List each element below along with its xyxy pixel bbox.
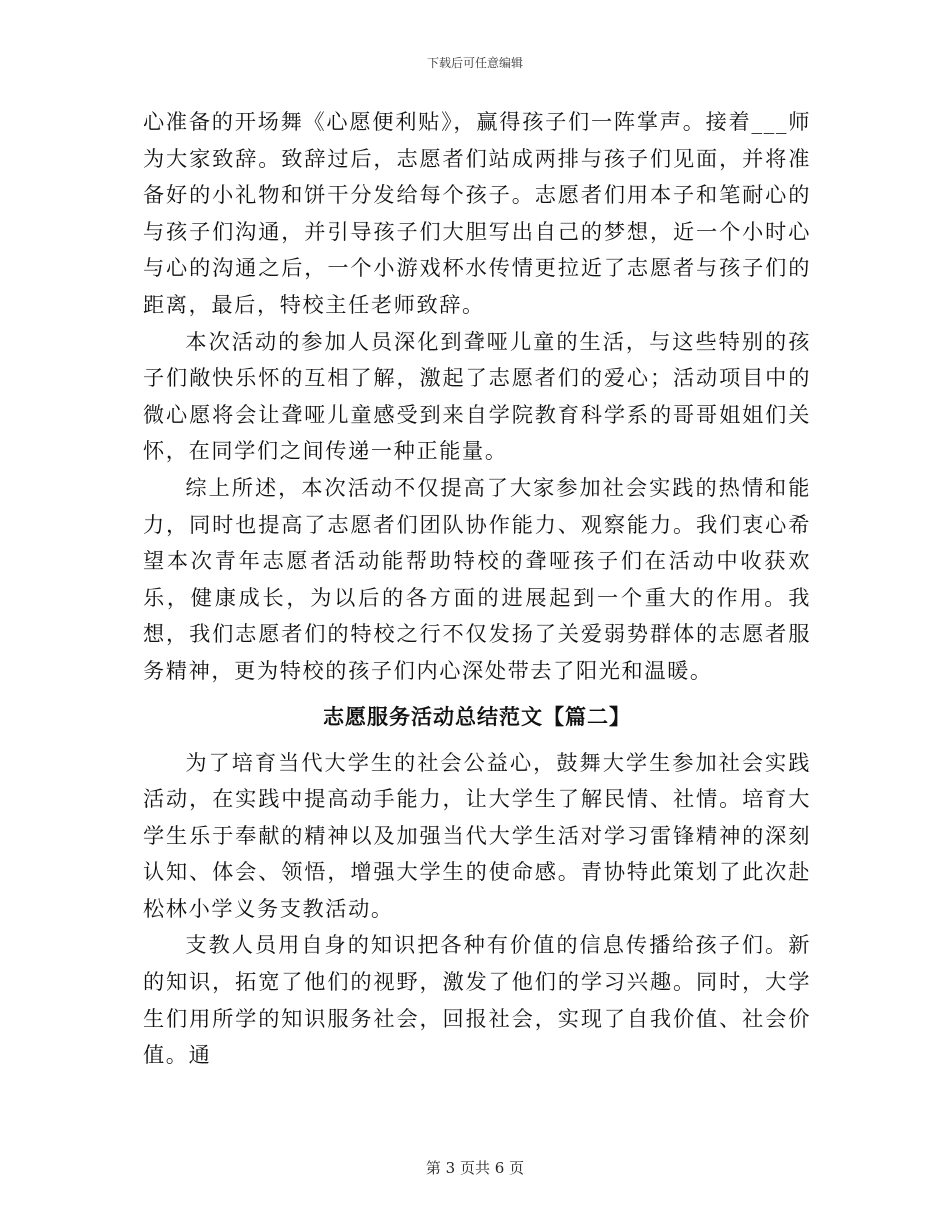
section-title: 志愿服务活动总结范文【篇二】 bbox=[323, 704, 631, 729]
paragraph: 本次活动的参加人员深化到聋哑儿童的生活，与这些特别的孩子们敞快乐怀的互相了解，激起了志愿者们的爱心；活动项目中的微心愿将会让聋哑儿童感受到来自学院教育科学系的哥哥姐姐们关怀，在同学们之间传递一种正能量。 bbox=[143, 328, 811, 464]
paragraph: 综上所述，本次活动不仅提高了大家参加社会实践的热情和能力，同时也提高了志愿者们团队协作能力、观察能力。我们衷心希望本次青年志愿者活动能帮助特校的聋哑孩子们在活动中收获欢乐，健康成长，为以后的各方面的进展起到一个重大的作用。我想，我们志愿者们的特校之行不仅发扬了关爱弱势群体的志愿者服务精神，更为特校的孩子们内心深处带去了阳光和温暖。 bbox=[143, 474, 811, 683]
paragraph: 支教人员用自身的知识把各种有价值的信息传播给孩子们。新的知识，拓宽了他们的视野，激发了他们的学习兴趣。同时，大学生们用所学的知识服务社会，回报社会，实现了自我价值、社会价值。通 bbox=[143, 932, 811, 1068]
page-header-note: 下载后可任意编辑 bbox=[426, 56, 523, 70]
document-body bbox=[143, 104, 811, 1074]
paragraph: 为了培育当代大学生的社会公益心，鼓舞大学生参加社会实践活动，在实践中提高动手能力，让大学生了解民情、社情。培育大学生乐于奉献的精神以及加强当代大学生活对学习雷锋精神的深刻认知、体会、领悟，增强大学生的使命感。青协特此策划了此次赴松林小学义务支教活动。 bbox=[143, 749, 811, 921]
paragraph-continued: 心准备的开场舞《心愿便利贴》，赢得孩子们一阵掌声。接着___师为大家致辞。致辞过后，志愿者们站成两排与孩子们见面，并将准备好的小礼物和饼干分发给每个孩子。志愿者们用本子和笔耐心的与孩子们沟通，并引导孩子们大胆写出自己的梦想，近一个小时心与心的沟通之后，一个小游戏杯水传情更拉近了志愿者与孩子们的距离，最后，特校主任老师致辞。 bbox=[143, 109, 811, 317]
page-number: 第 3 页共 6 页 bbox=[425, 1159, 525, 1177]
